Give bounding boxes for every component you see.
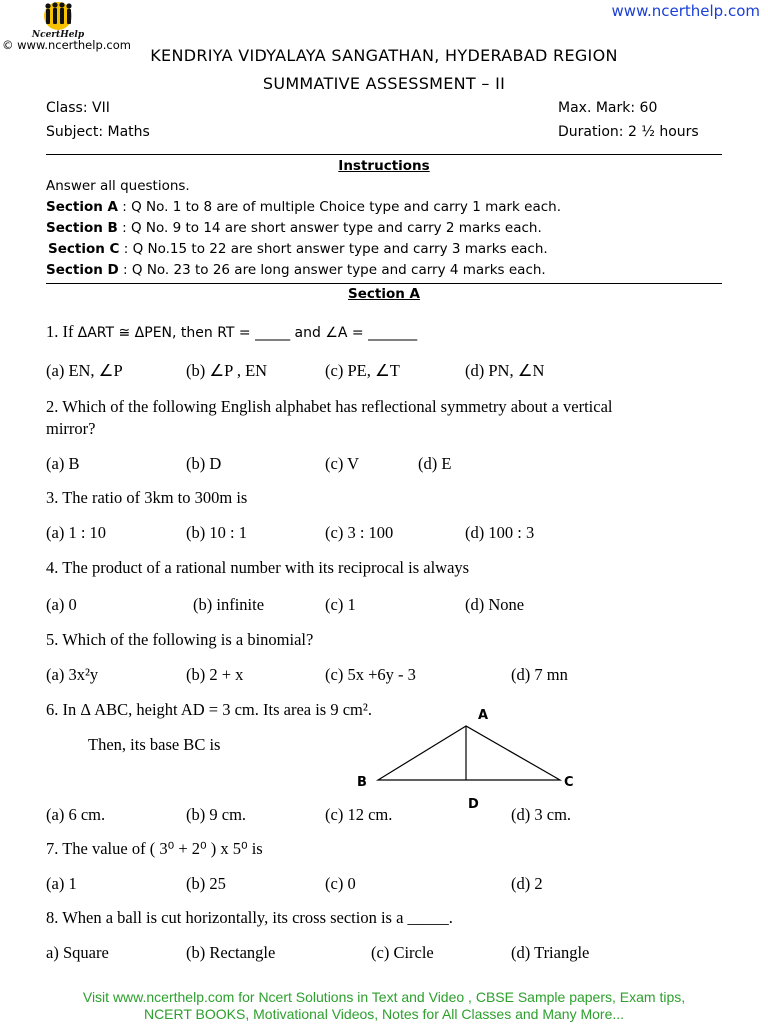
max-mark-label: Max. Mark: 60: [558, 100, 658, 116]
section-text: : Q No. 9 to 14 are short answer type and carry 2 marks each.: [117, 220, 542, 236]
triangle-figure: [350, 700, 590, 820]
question-4: 4. The product of a rational number with its reciprocal is always: [46, 558, 470, 577]
q2-option-c[interactable]: (c) V: [325, 454, 360, 473]
question-6: 6. In Δ ABC, height AD = 3 cm. Its area is 9 cm².: [46, 700, 372, 719]
q3-option-b[interactable]: (b) 10 : 1: [186, 523, 247, 542]
question-3: 3. The ratio of 3km to 300m is: [46, 488, 248, 507]
footer-line-1[interactable]: Visit www.ncerthelp.com for Ncert Solutions in Text and Video , CBSE Sample papers, Exam tips,: [82, 989, 686, 1005]
q6-option-a[interactable]: (a) 6 cm.: [46, 805, 106, 824]
ncerthelp-logo: [28, 0, 88, 40]
q3-option-a[interactable]: (a) 1 : 10: [46, 523, 107, 542]
question-7: 7. The value of ( 3⁰ + 2⁰ ) x 5⁰ is: [46, 839, 263, 858]
class-label: Class: VII: [46, 100, 110, 116]
subject-label: Subject: Maths: [46, 124, 150, 140]
question-2: 2. Which of the following English alphabet has reflectional symmetry about a vertical: [46, 397, 613, 416]
instructions-line-d: [46, 262, 546, 278]
site-url-link[interactable]: www.ncerthelp.com: [611, 2, 760, 20]
q6-option-c[interactable]: (c) 12 cm.: [325, 805, 393, 824]
q8-option-a[interactable]: a) Square: [46, 943, 109, 962]
q4-option-d[interactable]: (d) None: [465, 595, 525, 614]
q2-option-d[interactable]: (d) E: [418, 454, 452, 473]
question-8: 8. When a ball is cut horizontally, its cross section is a _____.: [46, 908, 453, 927]
q8-option-b[interactable]: (b) Rectangle: [186, 943, 276, 962]
section-label: Section B: [46, 220, 118, 236]
question-6-cont: Then, its base BC is: [88, 735, 221, 754]
duration-label: Duration: 2 ½ hours: [558, 124, 699, 140]
section-a-heading: Section A: [348, 286, 420, 302]
vertex-d-label: D: [468, 797, 479, 812]
q1-option-b[interactable]: (b) ∠P , EN: [186, 361, 268, 380]
section-text: : Q No. 23 to 26 are long answer type and carry 4 marks each.: [118, 262, 546, 278]
section-text: : Q No. 1 to 8 are of multiple Choice type and carry 1 mark each.: [118, 199, 562, 215]
vertex-c-label: C: [564, 775, 574, 790]
school-title: KENDRIYA VIDYALAYA SANGATHAN, HYDERABAD REGION: [150, 46, 618, 65]
q5-option-c[interactable]: (c) 5x +6y - 3: [325, 665, 416, 684]
instructions-heading: Instructions: [338, 158, 430, 174]
question-2-cont: mirror?: [46, 419, 96, 438]
section-text: : Q No.15 to 22 are short answer type and carry 3 marks each.: [119, 241, 548, 257]
vertex-b-label: B: [357, 775, 367, 790]
question-1-prefix: 1. If: [46, 322, 78, 341]
q8-option-c[interactable]: (c) Circle: [371, 943, 434, 962]
svg-text:NcertHelp: NcertHelp: [31, 30, 85, 40]
section-label: Section D: [46, 262, 119, 278]
q7-option-b[interactable]: (b) 25: [186, 874, 226, 893]
q5-option-b[interactable]: (b) 2 + x: [186, 665, 244, 684]
q2-option-a[interactable]: (a) B: [46, 454, 80, 473]
vertex-a-label: A: [478, 708, 489, 723]
assessment-title: SUMMATIVE ASSESSMENT – II: [262, 74, 506, 93]
section-label: Section A: [46, 199, 118, 215]
q5-option-d[interactable]: (d) 7 mn: [511, 665, 568, 684]
instructions-line-c: [48, 241, 548, 257]
q8-option-d[interactable]: (d) Triangle: [511, 943, 590, 962]
instructions-line-a: [46, 199, 561, 215]
q4-option-c[interactable]: (c) 1: [325, 595, 356, 614]
q7-option-d[interactable]: (d) 2: [511, 874, 543, 893]
q6-option-b[interactable]: (b) 9 cm.: [186, 805, 247, 824]
divider-bottom: [46, 283, 722, 284]
instructions-line-b: [46, 220, 542, 236]
q6-option-d[interactable]: (d) 3 cm.: [511, 805, 572, 824]
question-1-body: ΔART ≅ ΔPEN, then RT = _____ and ∠A = _______: [77, 325, 418, 341]
question-1: [46, 322, 417, 342]
q1-option-a[interactable]: (a) EN, ∠P: [46, 361, 123, 380]
q2-option-b[interactable]: (b) D: [186, 454, 222, 473]
q1-option-d[interactable]: (d) PN, ∠N: [465, 361, 545, 380]
q4-option-b[interactable]: (b) infinite: [193, 595, 265, 614]
q3-option-d[interactable]: (d) 100 : 3: [465, 523, 535, 542]
q1-option-c[interactable]: (c) PE, ∠T: [325, 361, 400, 380]
divider-top: [46, 154, 722, 155]
q5-option-a[interactable]: (a) 3x²y: [46, 665, 99, 684]
q7-option-a[interactable]: (a) 1: [46, 874, 77, 893]
footer-line-2[interactable]: NCERT BOOKS, Motivational Videos, Notes for All Classes and Many More...: [143, 1006, 625, 1022]
logo-copyright: © www.ncerthelp.com: [2, 38, 131, 52]
instructions-line-0: Answer all questions.: [46, 178, 190, 194]
section-label: Section C: [48, 241, 120, 257]
q4-option-a[interactable]: (a) 0: [46, 595, 77, 614]
q3-option-c[interactable]: (c) 3 : 100: [325, 523, 394, 542]
q7-option-c[interactable]: (c) 0: [325, 874, 356, 893]
question-5: 5. Which of the following is a binomial?: [46, 630, 314, 649]
